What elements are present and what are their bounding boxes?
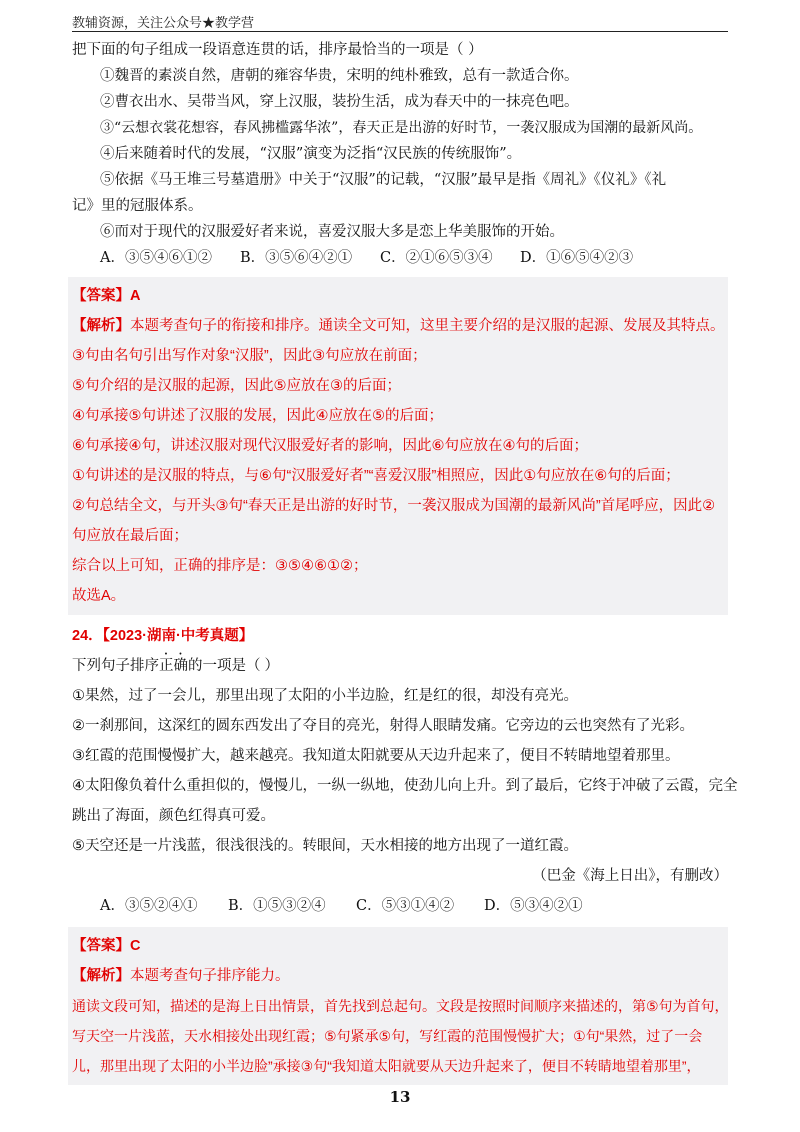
- q1-item-5-cont: 记》里的冠服体系。: [72, 198, 203, 214]
- page-number: 13: [389, 1088, 411, 1106]
- q1-item-1: ①魏晋的素淡自然，唐朝的雍容华贵，宋明的纯朴雅致，总有一款适合你。: [100, 68, 579, 84]
- q1-stem: 把下面的句子组成一段语意连贯的话，排序最恰当的一项是（ ）: [72, 42, 483, 58]
- q1-analysis-line-7: ②句总结全文，与开头③句“春天正是出游的好时节，一袭汉服成为国潮的最新风尚”首尾呼应，因此②: [72, 498, 716, 514]
- q1-analysis-line-2: ③句由名句引出写作对象“汉服”，因此③句应放在前面；: [72, 348, 427, 364]
- q2-answer-value: C: [130, 938, 141, 954]
- q1-analysis-line-1: [72, 311, 728, 341]
- q2-item-3: ③红霞的范围慢慢扩大，越来越亮。我知道太阳就要从天边升起来了，便目不转睛地望着那里。: [72, 748, 680, 764]
- q2-stem-emphasis: 正确: [159, 658, 188, 674]
- q1-item-6: ⑥而对于现代的汉服爱好者来说，喜爱汉服大多是恋上华美服饰的开始。: [100, 224, 564, 240]
- q2-section: [72, 621, 738, 1085]
- q2-analysis-line-1: [72, 961, 728, 991]
- q1-item-3: ③“云想衣裳花想容，春风拂槛露华浓”，春天正是出游的好时节，一袭汉服成为国潮的最新风尚。: [100, 120, 703, 136]
- q2-stem: [72, 651, 728, 681]
- q1-analysis-line-9: 综合以上可知，正确的排序是：③⑤④⑥①②；: [72, 558, 368, 574]
- q1-analysis-line-8: 句应放在最后面；: [72, 528, 188, 544]
- q1-item-4: ④后来随着时代的发展，“汉服”演变为泛指“汉民族的传统服饰”。: [100, 146, 522, 162]
- q2-item-5: ⑤天空还是一片浅蓝，很浅很浅的。转眼间，天水相接的地方出现了一道红霞。: [72, 838, 578, 854]
- q2-analysis-tag: 【解析】: [72, 968, 130, 984]
- q2-analysis-line-2: 通读文段可知，描述的是海上日出情景，首先找到总起句。文段是按照时间顺序来描述的，第⑤句为首句，: [72, 998, 729, 1014]
- q2-option-b: B．①⑤③②④: [228, 898, 326, 914]
- q1-option-c: C．②①⑥⑤③④: [380, 250, 493, 266]
- q2-analysis-text-1: 本题考查句子排序能力。: [130, 968, 290, 984]
- q2-stem-post: 的一项是（ ）: [188, 658, 280, 674]
- q2-item-4-cont: 跳出了海面，颜色红得真可爱。: [72, 808, 275, 824]
- q2-option-d: D．⑤③④②①: [484, 898, 583, 914]
- q2-option-a: A．③⑤②④①: [100, 898, 198, 914]
- q2-stem-pre: 下列句子排序: [72, 658, 159, 674]
- q1-answer-tag: 【答案】: [72, 288, 130, 304]
- q2-item-2: ②一刹那间，这深红的圆东西发出了夺目的亮光，射得人眼睛发痛。它旁边的云也突然有了光彩。: [72, 718, 694, 734]
- q2-analysis-line-4: 儿，那里出现了太阳的小半边脸”承接③句“我知道太阳就要从天边升起来了，便目不转睛地望着那里”，: [72, 1058, 701, 1074]
- q2-heading: 24．【2023·湖南·中考真题】: [72, 628, 254, 644]
- q1-option-b: B．③⑤⑥④②①: [240, 250, 353, 266]
- document-body: [72, 37, 738, 1089]
- q1-analysis-line-10: 故选A。: [72, 588, 126, 604]
- q1-analysis-text-1: 本题考查句子的衔接和排序。通读全文可知，这里主要介绍的是汉服的起源、发展及其特点。: [130, 318, 725, 334]
- q2-option-c: C．⑤③①④②: [356, 898, 455, 914]
- q2-answer-box: [68, 927, 728, 1085]
- q1-analysis-line-3: ⑤句介绍的是汉服的起源，因此⑤应放在③的后面；: [72, 378, 401, 394]
- q1-option-a: A．③⑤④⑥①②: [100, 250, 212, 266]
- q2-answer-line: [72, 931, 728, 961]
- page-header: 教辅资源，关注公众号★教学营: [72, 16, 255, 31]
- q1-analysis-line-5: ⑥句承接④句，讲述汉服对现代汉服爱好者的影响，因此⑥句应放在④句的后面；: [72, 438, 588, 454]
- q1-options: [72, 245, 728, 271]
- q2-item-1: ①果然，过了一会儿，那里出现了太阳的小半边脸，红是红的很，却没有亮光。: [72, 688, 578, 704]
- header-divider: [72, 31, 728, 32]
- q1-item-5: ⑤依据《马王堆三号墓遣册》中关于“汉服”的记载，“汉服”最早是指《周礼》《仪礼》《礼: [100, 172, 667, 188]
- q1-analysis-line-4: ④句承接⑤句讲述了汉服的发展，因此④应放在⑤的后面；: [72, 408, 443, 424]
- q2-item-4: ④太阳像负着什么重担似的，慢慢儿，一纵一纵地，使劲儿向上升。到了最后，它终于冲破了云霞，完全: [72, 778, 738, 794]
- q2-answer-tag: 【答案】: [72, 938, 130, 954]
- q1-answer-value: A: [130, 288, 141, 304]
- q2-source: （巴金《海上日出》，有删改）: [532, 868, 728, 884]
- q1-item-2: ②曹衣出水、吴带当风，穿上汉服，装扮生活，成为春天中的一抹亮色吧。: [100, 94, 579, 110]
- q1-answer-line: [72, 281, 728, 311]
- q2-analysis-line-3: 写天空一片浅蓝，天水相接处出现红霞；⑤句紧承⑤句，写红霞的范围慢慢扩大；①句“果然，过了一会: [72, 1028, 703, 1044]
- q2-options: [72, 891, 728, 921]
- q1-analysis-line-6: ①句讲述的是汉服的特点，与⑥句“汉服爱好者”“喜爱汉服”相照应，因此①句应放在⑥句的后面；: [72, 468, 680, 484]
- q1-analysis-tag: 【解析】: [72, 318, 130, 334]
- q1-answer-box: [68, 277, 728, 615]
- q1-option-d: D．①⑥⑤④②③: [520, 250, 634, 266]
